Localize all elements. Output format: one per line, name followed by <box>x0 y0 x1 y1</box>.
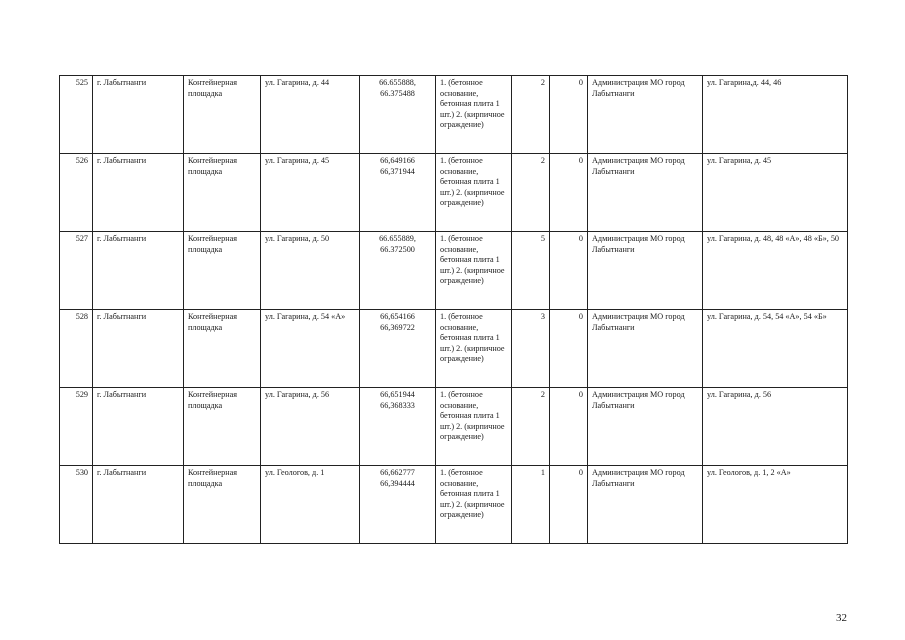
site-type-cell: Контейнерная площадка <box>184 76 261 154</box>
bunker-count-cell: 0 <box>550 154 588 232</box>
latitude-value: 66.655888, <box>379 78 416 87</box>
locality-cell: г. Лабытнанги <box>93 232 184 310</box>
locality-cell: г. Лабытнанги <box>93 154 184 232</box>
owner-cell: Администрация МО город Лабытнанги <box>588 154 703 232</box>
table-row <box>60 466 848 544</box>
coordinates-cell <box>360 76 436 154</box>
table-row <box>60 232 848 310</box>
site-number-cell: 527 <box>60 232 93 310</box>
site-type-cell: Контейнерная площадка <box>184 232 261 310</box>
owner-cell: Администрация МО город Лабытнанги <box>588 310 703 388</box>
address-cell: ул. Гагарина, д. 56 <box>261 388 360 466</box>
waste-sources-cell: ул. Гагарина, д. 45 <box>703 154 848 232</box>
coordinates-cell <box>360 154 436 232</box>
longitude-value: 66.375488 <box>380 88 415 98</box>
bunker-count-cell: 0 <box>550 310 588 388</box>
coordinates-cell <box>360 232 436 310</box>
latitude-value: 66,649166 <box>380 156 415 165</box>
latitude-value: 66,654166 <box>380 312 415 321</box>
owner-cell: Администрация МО город Лабытнанги <box>588 76 703 154</box>
coordinates-cell <box>360 466 436 544</box>
latitude-value: 66,651944 <box>380 390 415 399</box>
longitude-value: 66,394444 <box>380 478 415 488</box>
site-number-cell: 526 <box>60 154 93 232</box>
container-count-cell: 2 <box>512 76 550 154</box>
address-cell: ул. Геологов, д. 1 <box>261 466 360 544</box>
table-row <box>60 76 848 154</box>
address-cell: ул. Гагарина, д. 44 <box>261 76 360 154</box>
surface-description-cell: 1. (бетонное основание, бетонная плита 1 шт.) 2. (кирпичное ограждение) <box>436 388 512 466</box>
longitude-value: 66,371944 <box>380 166 415 176</box>
locality-cell: г. Лабытнанги <box>93 76 184 154</box>
bunker-count-cell: 0 <box>550 388 588 466</box>
container-count-cell: 1 <box>512 466 550 544</box>
surface-description-cell: 1. (бетонное основание, бетонная плита 1 шт.) 2. (кирпичное ограждение) <box>436 310 512 388</box>
site-type-cell: Контейнерная площадка <box>184 154 261 232</box>
address-cell: ул. Гагарина, д. 50 <box>261 232 360 310</box>
bunker-count-cell: 0 <box>550 232 588 310</box>
site-number-cell: 529 <box>60 388 93 466</box>
site-number-cell: 528 <box>60 310 93 388</box>
waste-sources-cell: ул. Гагарина,д. 44, 46 <box>703 76 848 154</box>
site-type-cell: Контейнерная площадка <box>184 310 261 388</box>
site-number-cell: 525 <box>60 76 93 154</box>
table-row <box>60 388 848 466</box>
table-row <box>60 154 848 232</box>
bunker-count-cell: 0 <box>550 76 588 154</box>
coordinates-cell <box>360 310 436 388</box>
surface-description-cell: 1. (бетонное основание, бетонная плита 1 шт.) 2. (кирпичное ограждение) <box>436 76 512 154</box>
waste-sources-cell: ул. Гагарина, д. 54, 54 «А», 54 «Б» <box>703 310 848 388</box>
longitude-value: 66,369722 <box>380 322 415 332</box>
owner-cell: Администрация МО город Лабытнанги <box>588 232 703 310</box>
coordinates-cell <box>360 388 436 466</box>
waste-sources-cell: ул. Геологов, д. 1, 2 «А» <box>703 466 848 544</box>
latitude-value: 66.655889, <box>379 234 416 243</box>
container-count-cell: 5 <box>512 232 550 310</box>
longitude-value: 66,368333 <box>380 400 415 410</box>
locality-cell: г. Лабытнанги <box>93 388 184 466</box>
locality-cell: г. Лабытнанги <box>93 310 184 388</box>
site-number-cell: 530 <box>60 466 93 544</box>
site-type-cell: Контейнерная площадка <box>184 466 261 544</box>
waste-sources-cell: ул. Гагарина, д. 48, 48 «А», 48 «Б», 50 <box>703 232 848 310</box>
waste-sources-cell: ул. Гагарина, д. 56 <box>703 388 848 466</box>
waste-site-registry-table <box>59 75 848 544</box>
address-cell: ул. Гагарина, д. 45 <box>261 154 360 232</box>
owner-cell: Администрация МО город Лабытнанги <box>588 388 703 466</box>
surface-description-cell: 1. (бетонное основание, бетонная плита 1 шт.) 2. (кирпичное ограждение) <box>436 154 512 232</box>
site-type-cell: Контейнерная площадка <box>184 388 261 466</box>
container-count-cell: 2 <box>512 154 550 232</box>
surface-description-cell: 1. (бетонное основание, бетонная плита 1 шт.) 2. (кирпичное ограждение) <box>436 232 512 310</box>
container-count-cell: 3 <box>512 310 550 388</box>
bunker-count-cell: 0 <box>550 466 588 544</box>
table-row <box>60 310 848 388</box>
container-count-cell: 2 <box>512 388 550 466</box>
page-number: 32 <box>836 612 847 624</box>
owner-cell: Администрация МО город Лабытнанги <box>588 466 703 544</box>
longitude-value: 66.372500 <box>380 244 415 254</box>
surface-description-cell: 1. (бетонное основание, бетонная плита 1 шт.) 2. (кирпичное ограждение) <box>436 466 512 544</box>
address-cell: ул. Гагарина, д. 54 «А» <box>261 310 360 388</box>
latitude-value: 66,662777 <box>380 468 415 477</box>
locality-cell: г. Лабытнанги <box>93 466 184 544</box>
registry-table-body <box>60 76 848 544</box>
